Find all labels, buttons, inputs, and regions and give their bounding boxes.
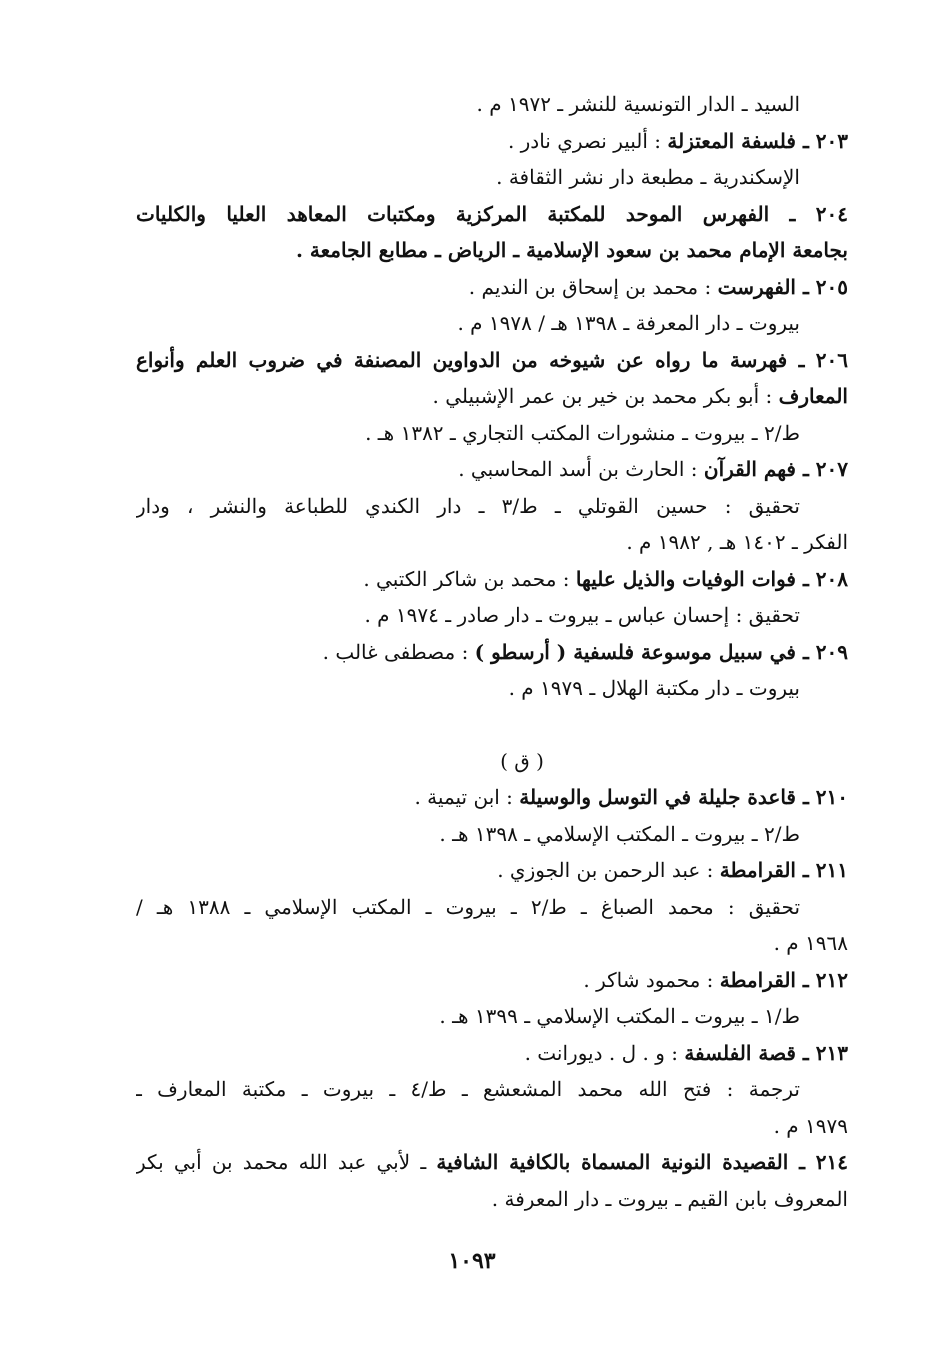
publication-details-line: السيد ـ الدار التونسية للنشر ـ ١٩٧٢ م . <box>476 92 800 116</box>
entry-author: : محمود شاكر . <box>583 967 720 992</box>
entry-title: ٢٠٤ ـ الفهرس الموحد للمكتبة المركزية ومكتبات المعاهد العليا والكليات <box>136 201 848 226</box>
entry-author: : مصطفى غالب . <box>322 639 475 664</box>
entry-author: : و . ل . ديورانت . <box>524 1040 685 1065</box>
entry-author: : أبو بكر محمد بن خير بن عمر الإشبيلي . <box>432 384 779 408</box>
publication-details-line: ط/١ ـ بيروت ـ المكتب الإسلامي ـ ١٣٩٩ هـ . <box>439 1004 800 1028</box>
entry-title: بجامعة الإمام محمد بن سعود الإسلامية ـ الرياض ـ مطابع الجامعة . <box>295 238 848 262</box>
entry-title: ٢٠٧ ـ فهم القرآن <box>703 457 848 481</box>
publication-details-line: بيروت ـ دار مكتبة الهلال ـ ١٩٧٩ م . <box>508 676 800 700</box>
entry-title: ٢٠٨ ـ فوات الوفيات والذيل عليها <box>575 566 848 591</box>
entry-line <box>136 852 848 889</box>
publication-details-line: ترجمة : فتح الله محمد المشعشع ـ ط/٤ ـ بيروت ـ مكتبة المعارف ـ <box>136 1077 800 1101</box>
entry-title: ٢٠٩ ـ في سبيل موسوعة فلسفية ( أرسطو ) <box>474 639 848 664</box>
entry-title: ٢١٤ ـ القصيدة النونية المسماة بالكافية الشافية <box>436 1150 848 1174</box>
entry-line <box>136 1035 848 1072</box>
entry-title: ٢١٠ ـ قاعدة جليلة في التوسل والوسيلة <box>519 785 848 809</box>
entry-line <box>136 1144 848 1181</box>
publication-details-line: الإسكندرية ـ مطبعة دار نشر الثقافة . <box>496 165 800 189</box>
entry-title: المعارف <box>778 384 848 408</box>
entry-line <box>136 269 848 306</box>
entry-line <box>136 123 848 160</box>
section-heading-qaf: ( ق ) <box>500 748 544 773</box>
entry-line <box>136 342 848 379</box>
entry-author: ـ لأبي عبد الله محمد بن أبي بكر <box>136 1150 437 1174</box>
bibliography-entries-qaf <box>136 779 848 1217</box>
publication-details-line: ط/٢ ـ بيروت ـ المكتب الإسلامي ـ ١٣٩٨ هـ . <box>439 821 800 846</box>
entry-line <box>136 232 848 269</box>
publication-details-line: بيروت ـ دار المعرفة ـ ١٣٩٨ هـ / ١٩٧٨ م . <box>457 311 800 335</box>
entry-author: : محمد بن شاكر الكتبي . <box>363 566 576 591</box>
entry-title: ٢٠٥ ـ الفهرست <box>717 274 848 299</box>
entry-title: ٢٠٣ ـ فلسفة المعتزلة <box>667 128 848 153</box>
entry-line <box>136 451 848 488</box>
entry-title: ٢١٣ ـ قصة الفلسفة <box>684 1040 848 1065</box>
bibliography-entries-fa <box>136 86 848 707</box>
entry-author: : ابن تيمية . <box>414 785 520 809</box>
entry-author: : عبد الرحمن بن الجوزي . <box>497 858 720 882</box>
entry-title: ٢١٢ ـ القرامطة <box>719 967 848 992</box>
entry-author: : الحارث بن أسد المحاسبي . <box>458 457 704 481</box>
publication-details-line: تحقيق : إحسان عباس ـ بيروت ـ دار صادر ـ ١٩٧٤ م . <box>364 603 800 627</box>
continuation-line: الفكر ـ ١٤٠٢ هـ , ١٩٨٢ م . <box>626 530 848 554</box>
entry-title: ٢١١ ـ القرامطة <box>719 858 848 882</box>
continuation-line: ١٩٧٩ م . <box>773 1113 848 1138</box>
entry-line <box>136 634 848 671</box>
publication-details-line: تحقيق : محمد الصباغ ـ ط/٢ ـ بيروت ـ المكتب الإسلامي ـ ١٣٨٨ هـ / <box>136 894 801 919</box>
entry-line <box>136 962 848 999</box>
entry-line <box>136 196 848 233</box>
page-number: ١٠٩٣ <box>448 1248 496 1274</box>
publication-details-line: تحقيق : حسين القوتلي ـ ط/٣ ـ دار الكندي للطباعة والنشر ، ودار <box>136 493 800 518</box>
publication-details-line: ط/٢ ـ بيروت ـ منشورات المكتب التجاري ـ ١٣٨٢ هـ . <box>365 420 800 445</box>
entry-author: : ألبير نصري نادر . <box>507 128 668 153</box>
entry-line <box>136 561 848 598</box>
entry-title: ٢٠٦ ـ فهرسة ما رواه عن شيوخه من الدواوين المصنفة في ضروب العلم وأنواع <box>136 347 848 372</box>
continuation-line: المعروف بابن القيم ـ بيروت ـ دار المعرفة . <box>491 1186 848 1211</box>
continuation-line: ١٩٦٨ م . <box>773 931 848 955</box>
entry-line <box>136 779 848 816</box>
entry-author: : محمد بن إسحاق بن النديم . <box>468 274 718 299</box>
bibliography-list <box>136 86 848 1217</box>
entry-line <box>136 378 848 415</box>
